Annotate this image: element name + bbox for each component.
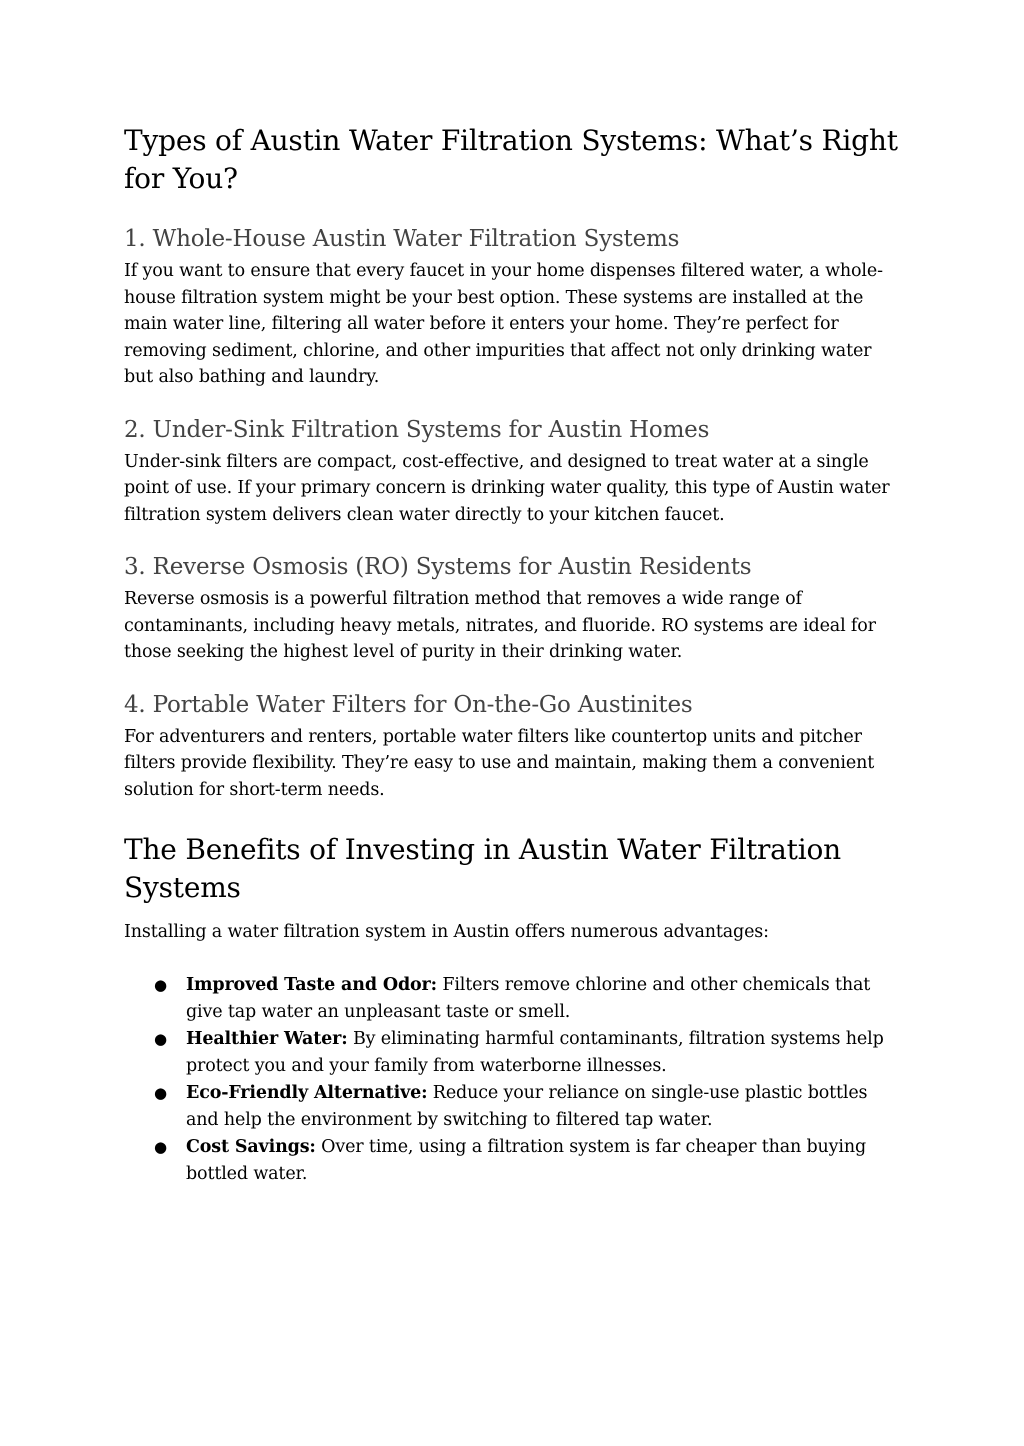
section-heading: 1. Whole-House Austin Water Filtration Systems — [124, 226, 680, 252]
section-body: Under-sink filters are compact, cost-effective, and designed to treat water at a single point of use. If your primary concern is drinking water quality, this type of Austin water filtration system delivers clean water directly to your kitchen faucet. — [124, 451, 890, 525]
section-reverse-osmosis — [124, 552, 904, 666]
benefit-text: By eliminating harmful contaminants, filtration systems help protect you and your family from waterborne illnesses. — [186, 1028, 884, 1076]
section-heading: 3. Reverse Osmosis (RO) Systems for Austin Residents — [124, 554, 752, 580]
benefit-label: Eco-Friendly Alternative: — [186, 1082, 428, 1103]
benefit-label: Healthier Water: — [186, 1028, 348, 1049]
bullet-icon: ● — [154, 1137, 167, 1156]
page-title: Types of Austin Water Filtration Systems: What’s Right for You? — [124, 124, 898, 195]
benefit-label: Cost Savings: — [186, 1136, 316, 1157]
list-item — [124, 972, 904, 1026]
benefit-label: Improved Taste and Odor: — [186, 974, 437, 995]
list-item — [124, 1026, 904, 1080]
benefits-heading: The Benefits of Investing in Austin Water Filtration Systems — [124, 833, 841, 904]
bullet-icon: ● — [154, 975, 167, 994]
benefit-text: Filters remove chlorine and other chemicals that give tap water an unpleasant taste or smell. — [186, 974, 871, 1022]
bullet-icon: ● — [154, 1029, 167, 1048]
document-page — [124, 122, 904, 1188]
benefit-text: Reduce your reliance on single-use plastic bottles and help the environment by switching to filtered tap water. — [186, 1082, 868, 1130]
section-under-sink — [124, 415, 904, 529]
section-heading: 2. Under-Sink Filtration Systems for Austin Homes — [124, 416, 710, 443]
bullet-icon: ● — [154, 1083, 167, 1102]
benefits-intro: Installing a water filtration system in Austin offers numerous advantages: — [124, 922, 769, 942]
section-body: If you want to ensure that every faucet in your home dispenses filtered water, a whole-house filtration system might be your best option. These systems are installed at the main water line, filtering all water before it enters your home. They’re perfect for removing sediment, chlorine, and other impurities that affect not only drinking water but also bathing and laundry. — [124, 261, 883, 387]
benefits-list — [124, 972, 904, 1188]
section-body: Reverse osmosis is a powerful filtration method that removes a wide range of contaminants, including heavy metals, nitrates, and fluoride. RO systems are ideal for those seeking the highest level of purity in their drinking water. — [124, 589, 876, 662]
list-item — [124, 1080, 904, 1134]
section-body: For adventurers and renters, portable water filters like countertop units and pitcher filters provide flexibility. They’re easy to use and maintain, making them a convenient solution for short-term needs. — [124, 726, 875, 800]
benefit-text: Over time, using a filtration system is far cheaper than buying bottled water. — [186, 1136, 867, 1184]
section-heading: 4. Portable Water Filters for On-the-Go Austinites — [124, 691, 693, 718]
section-portable — [124, 690, 904, 804]
list-item — [124, 1134, 904, 1188]
section-whole-house — [124, 224, 904, 391]
